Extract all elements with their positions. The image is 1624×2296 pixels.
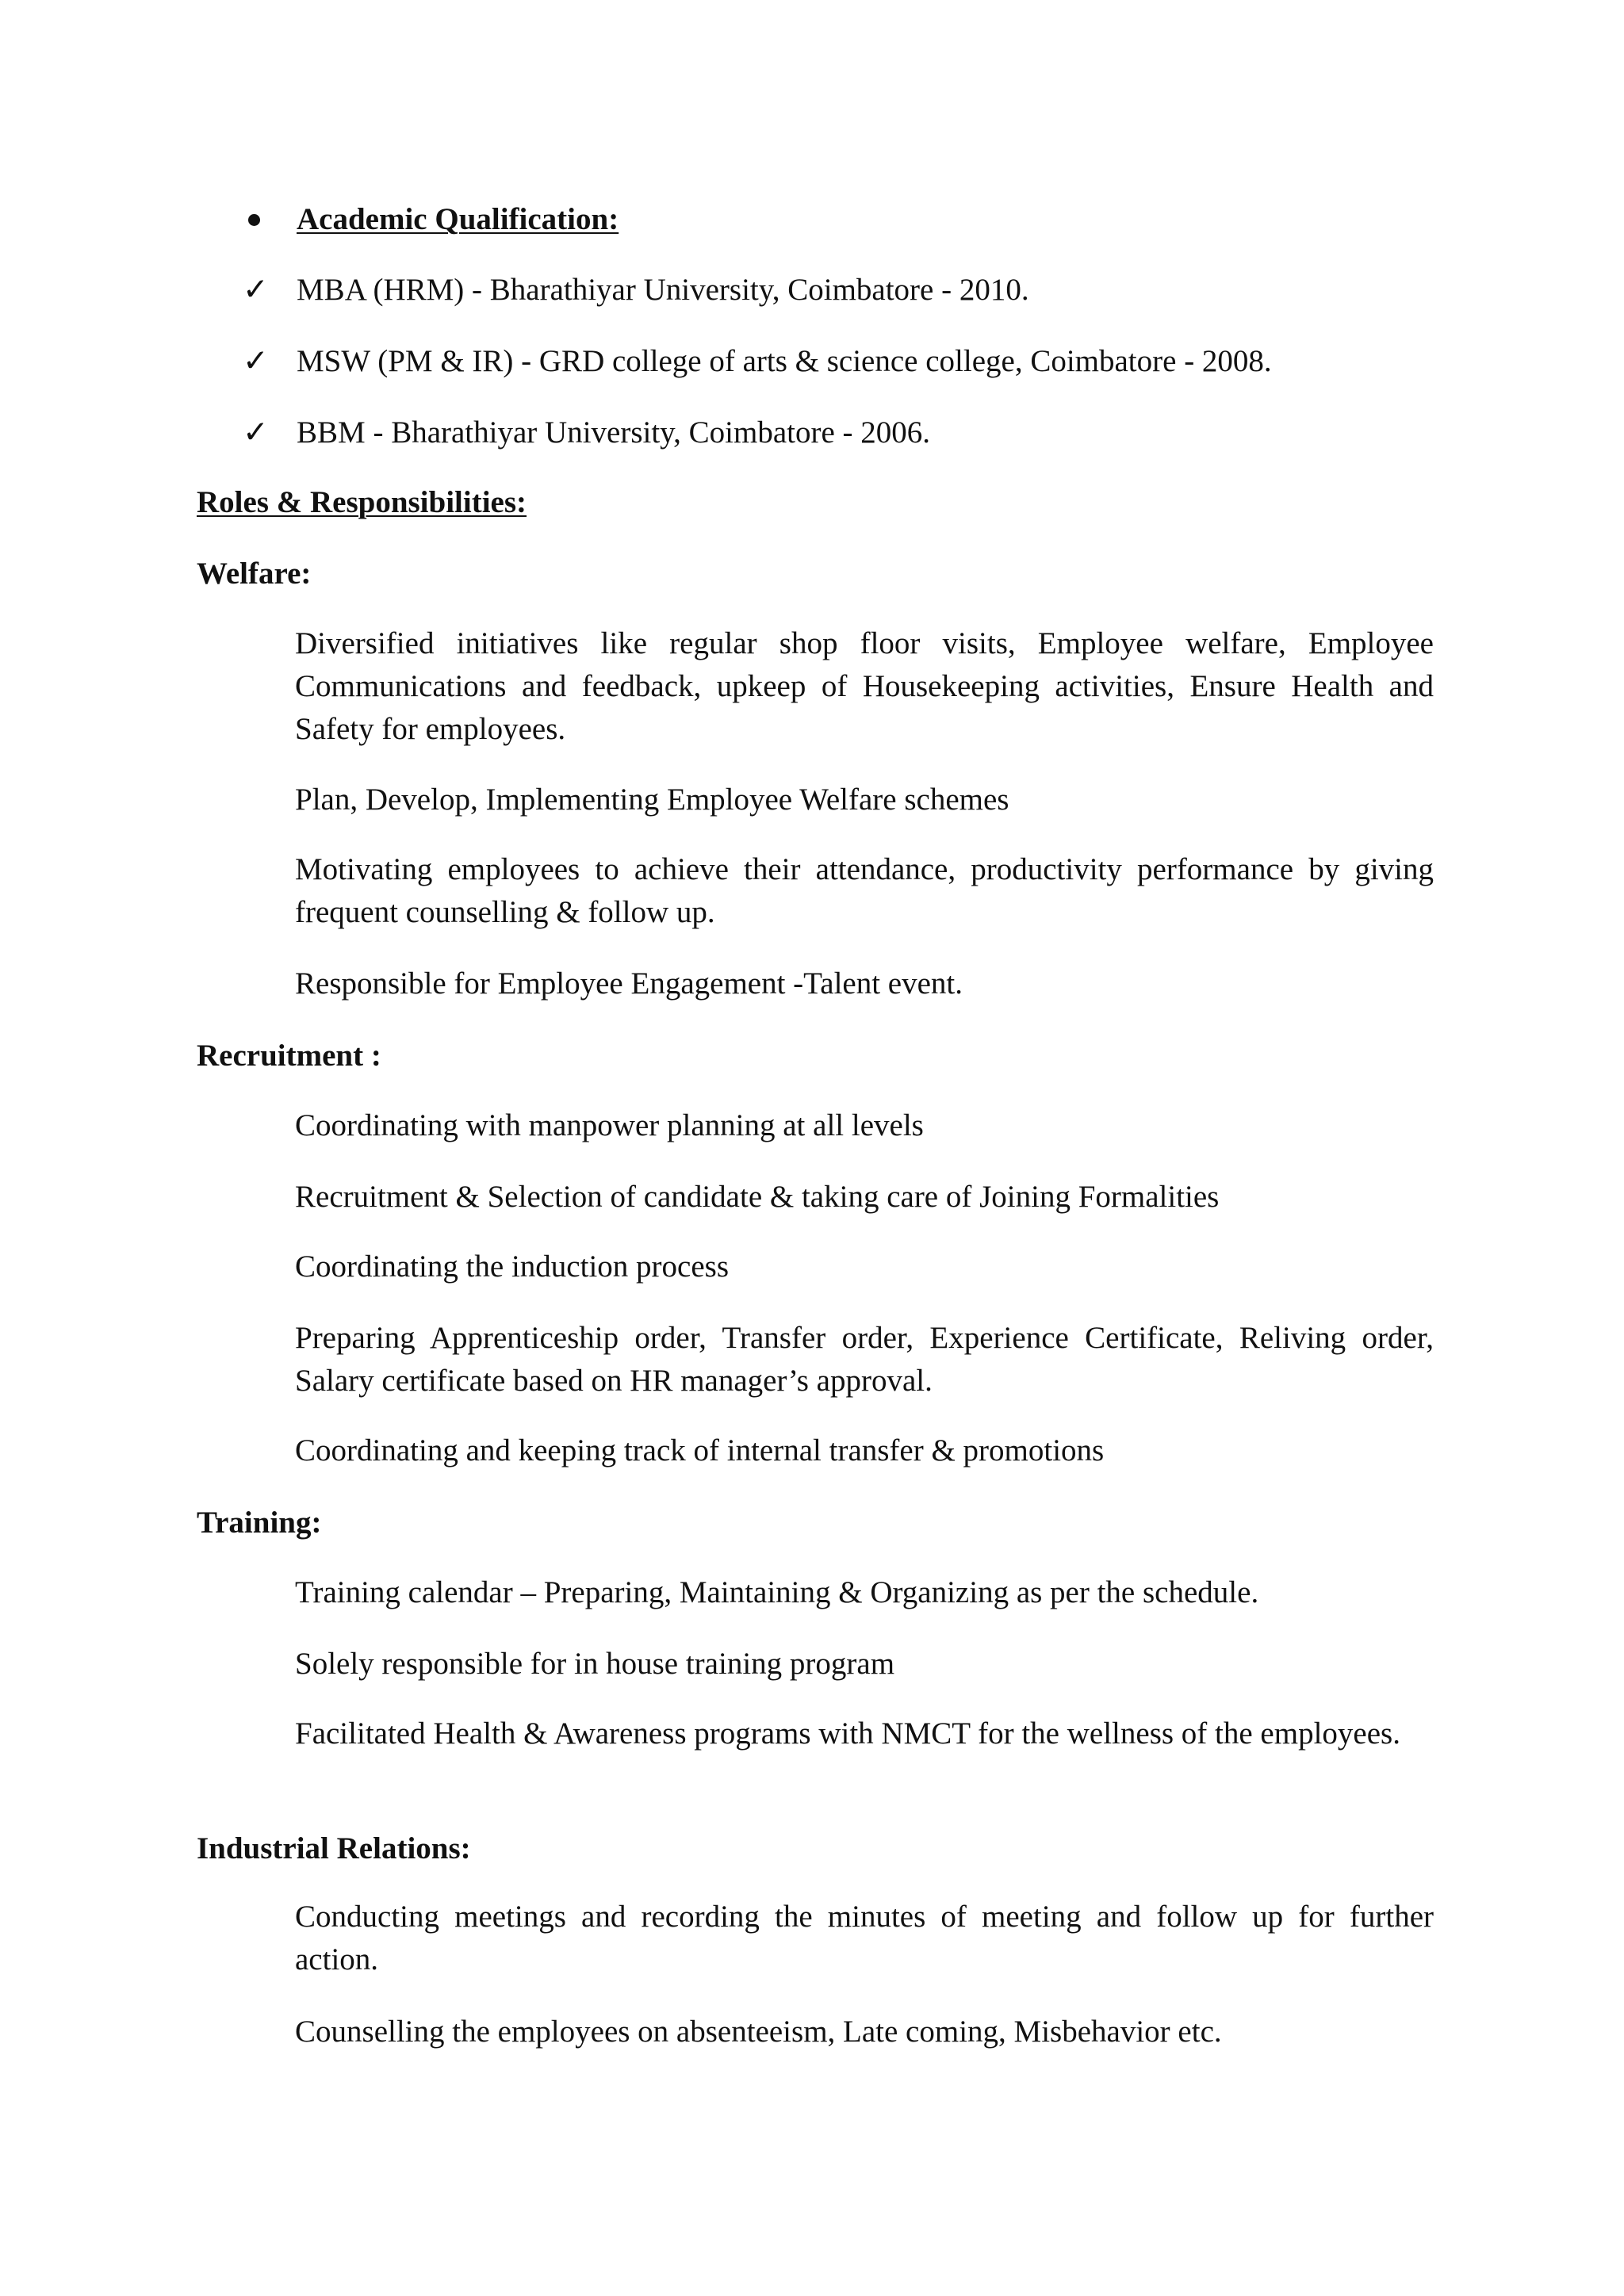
industrial-heading: Industrial Relations:	[197, 1831, 471, 1866]
academic-heading	[297, 198, 619, 241]
welfare-paragraph: Responsible for Employee Engagement -Talent event.	[295, 966, 963, 1001]
welfare-heading: Welfare:	[197, 557, 312, 591]
welfare-paragraph: Plan, Develop, Implementing Employee Welfare schemes	[295, 783, 1009, 817]
recruitment-paragraph: Preparing Apprenticeship order, Transfer order, Experience Certificate, Reliving order, Salary certificate based on HR manager’s approval.	[295, 1321, 1434, 1398]
industrial-paragraph: Counselling the employees on absenteeism, Late coming, Misbehavior etc.	[295, 2015, 1222, 2049]
training-heading: Training:	[197, 1506, 322, 1540]
industrial-paragraph: Conducting meetings and recording the minutes of meeting and follow up for further action.	[295, 1900, 1434, 1976]
qualification-item: BBM - Bharathiyar University, Coimbatore - 2006.	[297, 415, 931, 450]
check-icon: ✓	[243, 344, 269, 378]
qualification-item: MSW (PM & IR) - GRD college of arts & science college, Coimbatore - 2008.	[297, 344, 1272, 378]
training-paragraph: Facilitated Health & Awareness programs with NMCT for the wellness of the employees.	[295, 1716, 1400, 1751]
recruitment-paragraph: Coordinating the induction process	[295, 1249, 729, 1284]
recruitment-paragraph: Recruitment & Selection of candidate & taking care of Joining Formalities	[295, 1180, 1220, 1214]
welfare-paragraph: Motivating employees to achieve their attendance, productivity performance by giving frequent counselling & follow up.	[295, 852, 1434, 929]
qualification-item: MBA (HRM) - Bharathiyar University, Coimbatore - 2010.	[297, 273, 1029, 307]
recruitment-paragraph: Coordinating with manpower planning at all levels	[295, 1108, 924, 1142]
welfare-paragraph: Diversified initiatives like regular shop floor visits, Employee welfare, Employee Communications and feedback, upkeep of Housekeeping activities, Ensure Health and Safety for employees.	[295, 626, 1434, 746]
recruitment-heading: Recruitment :	[197, 1039, 381, 1073]
roles-heading-text: Roles & Responsibilities:	[197, 485, 527, 519]
academic-heading-text: Academic Qualification:	[297, 202, 619, 236]
check-icon: ✓	[243, 273, 269, 307]
training-paragraph: Solely responsible for in house training program	[295, 1647, 895, 1681]
training-paragraph: Training calendar – Preparing, Maintaining & Organizing as per the schedule.	[295, 1575, 1259, 1609]
check-icon: ✓	[243, 415, 269, 450]
roles-heading	[197, 481, 527, 524]
recruitment-paragraph: Coordinating and keeping track of internal transfer & promotions	[295, 1433, 1105, 1468]
bullet-icon	[248, 214, 260, 226]
